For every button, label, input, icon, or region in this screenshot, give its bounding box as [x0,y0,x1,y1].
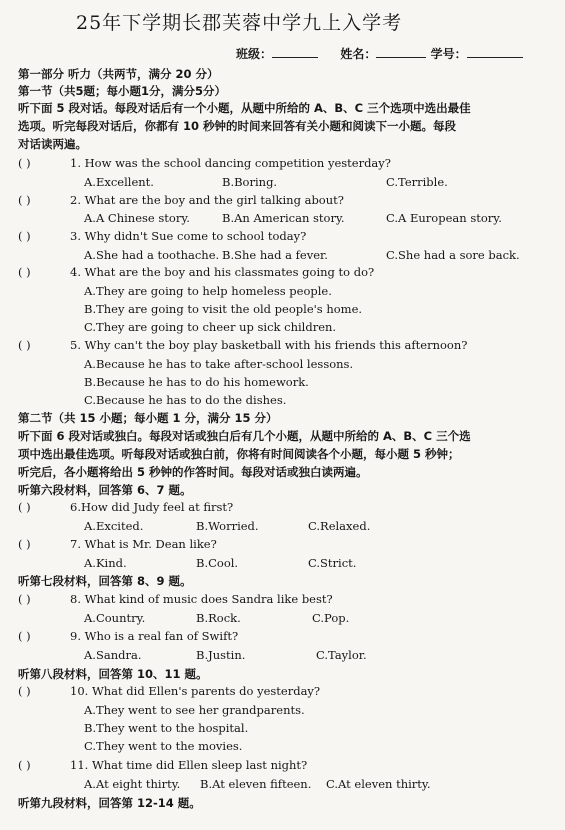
answer-paren[interactable]: ( ) [18,684,31,698]
question-7 [18,537,217,551]
option-c: C.A European story. [386,211,502,225]
option-c: C.Pop. [312,611,350,625]
group-intro-8: 听第八段材料，回答第 10、11 题。 [18,667,208,681]
question-stem: 8. What kind of music does Sandra like best? [70,592,333,606]
option-c: C.Relaxed. [308,519,371,533]
section1-instruction-3: 对话读两遍。 [18,137,87,151]
option-c: C.At eleven thirty. [326,777,431,791]
option-b: B.An American story. [222,211,345,225]
option-a: A.At eight thirty. [84,777,181,791]
option-b: B.Boring. [222,175,278,189]
option-b: B.Worried. [196,519,259,533]
question-4 [18,265,374,279]
option-c: C.Because he has to do the dishes. [84,393,287,407]
option-a: A.They are going to help homeless people. [84,284,332,298]
option-c: C.Taylor. [316,648,367,662]
question-stem: 7. What is Mr. Dean like? [70,537,217,551]
option-a: A.Excellent. [84,175,154,189]
answer-paren[interactable]: ( ) [18,265,31,279]
answer-paren[interactable]: ( ) [18,537,31,551]
number-label: 学号： [430,47,467,61]
answer-paren[interactable]: ( ) [18,500,31,514]
student-info-row [236,45,523,62]
answer-paren[interactable]: ( ) [18,592,31,606]
option-a: A.Excited. [84,519,144,533]
option-b: B.They are going to visit the old people's home. [84,302,363,316]
question-11 [18,758,307,772]
option-a: A.They went to see her grandparents. [84,703,305,717]
question-6 [18,500,233,514]
class-label: 班级： [236,47,273,61]
question-8 [18,592,333,606]
section2-title: 第二节（共 15 小题；每小题 1 分，满分 15 分） [18,411,278,425]
section2-instruction-3: 听完后，各小题将给出 5 秒钟的作答时间。每段对话或独白读两遍。 [18,465,368,479]
option-b: B.Cool. [196,556,239,570]
section1-instruction-2: 选项。听完每段对话后，你都有 10 秒钟的时间来回答有关小题和阅读下一小题。每段 [18,119,457,133]
answer-paren[interactable]: ( ) [18,156,31,170]
question-9 [18,629,238,643]
question-stem: 11. What time did Ellen sleep last night? [70,758,308,772]
answer-paren[interactable]: ( ) [18,193,31,207]
question-5 [18,338,467,352]
question-stem: 5. Why can't the boy play basketball with his friends this afternoon? [70,338,468,352]
option-b: B.Justin. [196,648,246,662]
question-1 [18,156,391,170]
option-c: C.Terrible. [386,175,448,189]
option-b: B.Because he has to do his homework. [84,375,309,389]
answer-paren[interactable]: ( ) [18,758,31,772]
option-a: A.Because he has to take after-school lessons. [84,357,354,371]
question-stem: 3. Why didn't Sue come to school today? [70,229,307,243]
option-a: A.A Chinese story. [84,211,190,225]
question-stem: 10. What did Ellen's parents do yesterday? [70,684,321,698]
group-intro-6: 听第六段材料，回答第 6、7 题。 [18,483,192,497]
class-blank[interactable] [272,47,318,58]
option-c: C.She had a sore back. [386,248,520,262]
option-b: B.She had a fever. [222,248,328,262]
option-c: C.Strict. [308,556,357,570]
question-stem: 1. How was the school dancing competition yesterday? [70,156,391,170]
answer-paren[interactable]: ( ) [18,338,31,352]
option-b: B.At eleven fifteen. [200,777,312,791]
option-c: C.They went to the movies. [84,739,243,753]
section2-instruction-1: 听下面 6 段对话或独白。每段对话或独白后有几个小题，从题中所给的 A、B、C 三个选 [18,429,471,443]
question-stem: 6.How did Judy feel at first? [70,500,234,514]
answer-paren[interactable]: ( ) [18,629,31,643]
question-10 [18,684,320,698]
answer-paren[interactable]: ( ) [18,229,31,243]
question-stem: 4. What are the boy and his classmates going to do? [70,265,375,279]
option-b: B.They went to the hospital. [84,721,249,735]
group-intro-7: 听第七段材料，回答第 8、9 题。 [18,574,192,588]
section2-instruction-2: 项中选出最佳选项。听每段对话或独白前，你将有时间阅读各个小题，每小题 5 秒钟； [18,447,460,461]
question-stem: 9. Who is a real fan of Swift? [70,629,239,643]
question-stem: 2. What are the boy and the girl talking about? [70,193,344,207]
group-intro-9: 听第九段材料，回答第 12-14 题。 [18,796,201,810]
question-2 [18,193,344,207]
option-a: A.Country. [84,611,146,625]
option-a: A.Kind. [84,556,127,570]
section1-title: 第一节（共5题；每小题1分，满分5分） [18,84,227,98]
exam-title: 25年下学期长郡芙蓉中学九上入学考 [76,12,403,34]
section1-instruction-1: 听下面 5 段对话。每段对话后有一个小题，从题中所给的 A、B、C 三个选项中选出最佳 [18,101,471,115]
number-blank[interactable] [467,47,523,58]
name-label: 姓名： [340,47,377,61]
name-blank[interactable] [376,47,426,58]
option-a: A.She had a toothache. [84,248,220,262]
part1-title: 第一部分 听力（共两节，满分 20 分） [18,67,219,81]
option-a: A.Sandra. [84,648,142,662]
question-3 [18,229,306,243]
option-c: C.They are going to cheer up sick children. [84,320,337,334]
option-b: B.Rock. [196,611,241,625]
